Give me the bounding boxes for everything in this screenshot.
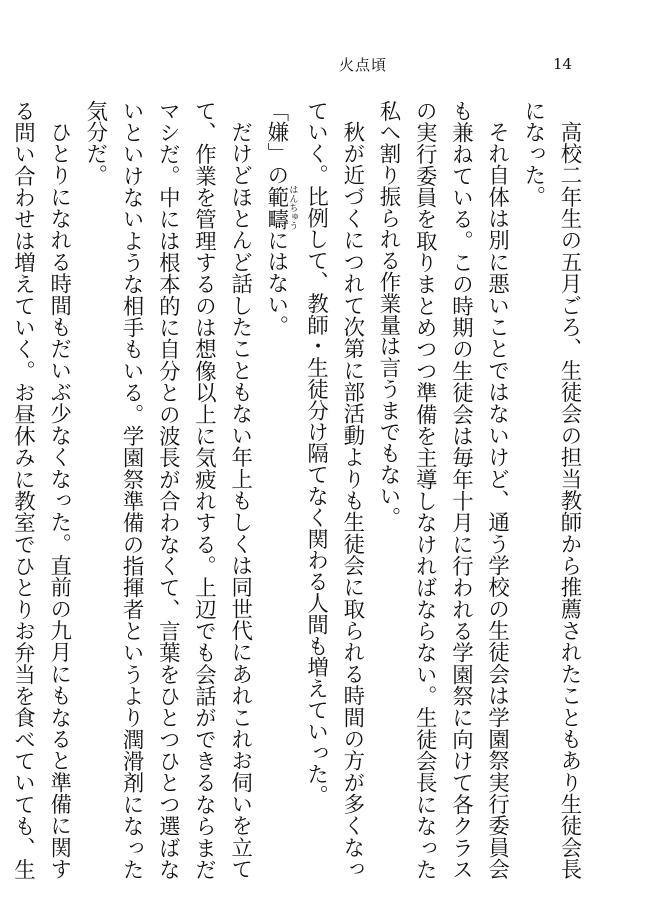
ruby-base: 範疇 — [263, 185, 289, 231]
paragraph-5: だけどほとんど話したこともない年上もしくは同世代にあれこれお伺いを立てて、作業を管理するのは想像以上に気疲れする。上辺でも会話ができるならまだマシだ。中には根本的に自分との波長が合わなくて、言葉をひとつひとつ選ばないといけないような相手もいる。学園祭準備の指揮者というより潤滑剤になった気分だ。 — [82, 100, 253, 880]
page-number: 14 — [553, 55, 573, 73]
ruby-reading: はんちゅう — [287, 185, 298, 231]
paragraph-6: ひとりになれる時間もだいぶ少なくなった。直前の九月にもなると準備に関する問い合わせは増えていく。お昼休みに教室でひとりお弁当を食べていても、生 — [10, 100, 72, 880]
vertical-text-body — [0, 100, 587, 880]
ruby-line-before: 「嫌」の — [263, 100, 289, 186]
paragraph-3: 秋が近づくにつれて次第に部活動よりも生徒会に取られる時間の方が多くなっていく。比例して、教師・生徒分け隔てなく関わる人間も増えていった。 — [303, 100, 365, 880]
running-header-title: 火点頃 — [339, 56, 388, 74]
paragraph-1: 高校二年生の五月ごろ、生徒会の担当教師から推薦されたこともあり生徒会長になった。 — [520, 100, 582, 880]
ruby-line-after: にはない。 — [263, 229, 289, 337]
paragraph-2: それ自体は別に悪いことではないけど、通う学校の生徒会は学園祭実行委員会も兼ねている。この時期の生徒会は毎年十月に行われる学園祭に向けて各クラスの実行委員を取りまとめつつ準備を主導しなければならない。生徒会長になった私へ割り振られる作業量は言うまでもない。 — [375, 100, 510, 880]
ruby-word — [263, 185, 298, 231]
paragraph-4-ruby-line — [258, 100, 298, 880]
